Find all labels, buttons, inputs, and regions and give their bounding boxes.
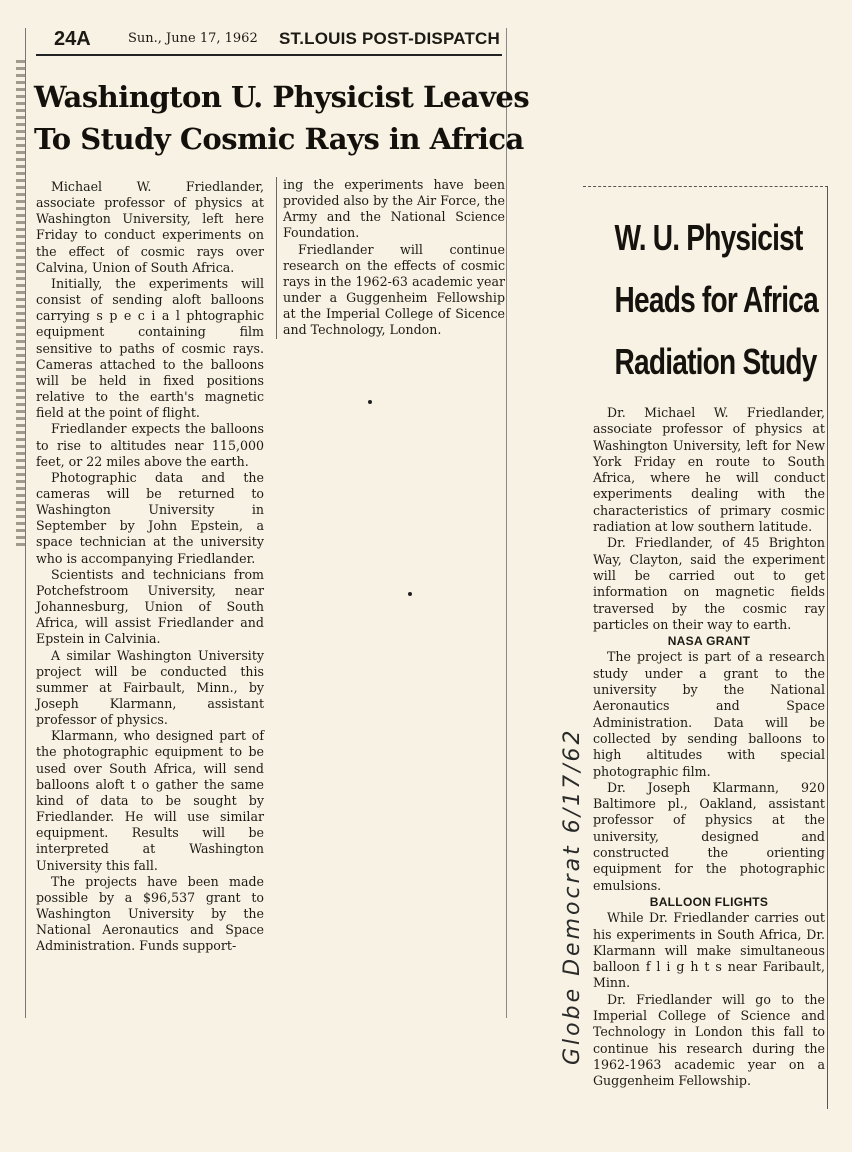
article-paragraph: Photographic data and the cameras will be returned to Washington University in September by John Epstein, a space technician at the university who is accompanying Friedlander. xyxy=(36,469,264,566)
headline-line-2: To Study Cosmic Rays in Africa xyxy=(34,122,524,156)
article-paragraph: The projects have been made possible by a $96,537 grant to Washington University by the National Aeronautics and Space Administration. Funds support- xyxy=(36,873,264,954)
headline-line-2: Heads for Africa xyxy=(614,279,818,320)
masthead xyxy=(36,28,502,56)
article-paragraph: ing the experiments have been provided also by the Air Force, the Army and the National Science Foundation. xyxy=(283,177,505,241)
post-dispatch-clipping xyxy=(25,28,530,1018)
issue-date: Sun., June 17, 1962 xyxy=(128,31,258,46)
headline-line-3: Radiation Study xyxy=(614,341,817,382)
article-paragraph: Friedlander expects the balloons to rise to altitudes near 115,000 feet, or 22 miles above the earth. xyxy=(36,421,264,469)
article-paragraph: Scientists and technicians from Potchefstroom University, near Johannesburg, Union of South Africa, will assist Friedlander and Epstein in Calvinia. xyxy=(36,566,264,647)
page-number: 24A xyxy=(54,28,91,50)
ink-speck xyxy=(368,400,372,404)
article-paragraph: Friedlander will continue research on the effects of cosmic rays in the 1962-63 academic year under a Guggenheim Fellowship at the Imperial College of Sicence and Technology, London. xyxy=(283,241,505,338)
article-paragraph: Dr. Friedlander will go to the Imperial College of Science and Technology in London this fall to continue his research during the 1962-1963 academic year on a Guggenheim Fellowship. xyxy=(593,991,825,1089)
article-paragraph: Dr. Joseph Klarmann, 920 Baltimore pl., Oakland, assistant professor of physics at the university, designed and constructed the orienting equipment for the photographic emulsions. xyxy=(593,779,825,893)
newspaper-name: ST.LOUIS POST-DISPATCH xyxy=(278,29,500,48)
subheading: NASA GRANT xyxy=(667,634,751,649)
article-paragraph: Initially, the experiments will consist of sending aloft balloons carrying s p e c i a l phtographic equipment containing film sensitive to paths of cosmic rays. Cameras attached to the balloons will be held in fixed positions relative to the earth's magnetic field at the point of flight. xyxy=(36,275,264,421)
article-paragraph: The project is part of a research study under a grant to the university by the National Aeronautics and Space Administration. Data will be collected by sending balloons to high altitudes with special photographic film. xyxy=(593,649,825,779)
article-column-1 xyxy=(36,179,264,1015)
headline xyxy=(34,76,530,160)
headline-line-1: Washington U. Physicist Leaves xyxy=(34,80,530,114)
headline-line-1: W. U. Physicist xyxy=(614,217,803,258)
subheading: BALLOON FLIGHTS xyxy=(649,894,769,909)
globe-democrat-clipping xyxy=(583,186,828,1109)
article-paragraph: Michael W. Friedlander, associate professor of physics at Washington University, left here Friday to conduct experiments on the effect of cosmic rays over Calvina, Union of South Africa. xyxy=(36,179,264,275)
article-paragraph: Dr. Friedlander, of 45 Brighton Way, Clayton, said the experiment will be carried out to get information on magnetic fields traversed by the cosmic ray particles on their way to earth. xyxy=(593,535,825,632)
ink-speck xyxy=(408,592,412,596)
headline xyxy=(614,207,818,393)
article-paragraph: While Dr. Friedlander carries out his experiments in South Africa, Dr. Klarmann will make simultaneous balloon f l i g h t s near Faribault, Minn. xyxy=(593,910,825,991)
article-paragraph: A similar Washington University project will be conducted this summer at Fairbault, Minn., by Joseph Klarmann, assistant professor of physics. xyxy=(36,647,264,728)
article-paragraph: Dr. Michael W. Friedlander, associate professor of physics at Washington University, left for New York Friday en route to South Africa, where he will conduct experiments dealing with the characteristics of primary cosmic radiation at low southern latitude. xyxy=(593,405,825,535)
handwritten-note: Globe Democrat 6/17/62 xyxy=(560,727,585,1065)
article-paragraph: Klarmann, who designed part of the photographic equipment to be used over South Africa, will send balloons aloft t o gather the same kind of data to be sought by Friedlander. He will use similar equipment. Results will be interpreted at Washington University this fall. xyxy=(36,728,264,873)
article-column-2 xyxy=(276,177,505,339)
article-body xyxy=(593,405,825,1089)
